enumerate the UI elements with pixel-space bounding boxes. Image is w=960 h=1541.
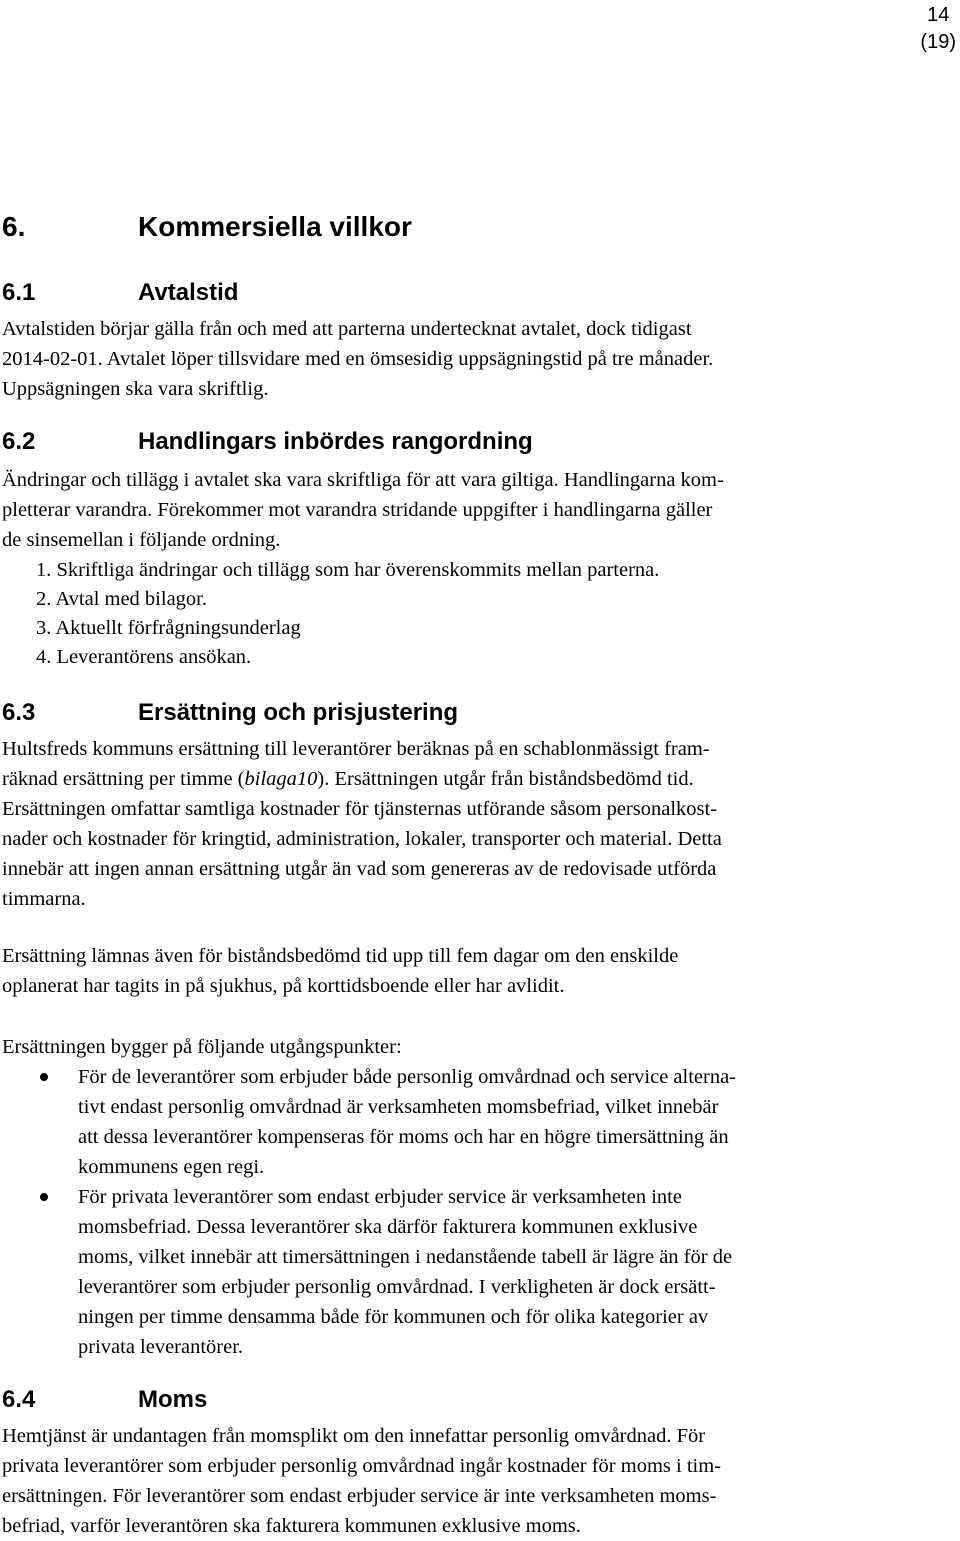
heading-title: Avtalstid — [138, 279, 239, 306]
page-number — [920, 2, 956, 56]
list-item: 4. Leverantörens ansökan. — [36, 646, 252, 668]
paragraph-rangordning — [2, 465, 724, 555]
text-line: nader och kostnader för kringtid, administration, lokaler, transporter och material. Detta — [2, 828, 722, 850]
text-line: Uppsägningen ska vara skriftlig. — [2, 378, 269, 400]
text-line: Hemtjänst är undantagen från momsplikt om den innefattar personlig omvårdnad. För — [2, 1425, 706, 1447]
paragraph-avtalstid — [2, 314, 713, 404]
text-line: kommunens egen regi. — [78, 1156, 265, 1178]
text-line: pletterar varandra. Förekommer mot varandra stridande uppgifter i handlingarna gäller — [2, 499, 713, 521]
heading-number: 6.1 — [2, 279, 36, 306]
text-line: Ersättningen omfattar samtliga kostnader för tjänsternas utförande såsom personalkost- — [2, 798, 718, 820]
heading-section-6-1 — [2, 279, 238, 307]
text-line: momsbefriad. Dessa leverantörer ska därför fakturera kommunen exklusive — [78, 1216, 698, 1238]
text-line: privata leverantörer. — [78, 1336, 244, 1358]
paragraph-franvaro — [2, 941, 678, 1001]
heading-title: Moms — [138, 1386, 208, 1413]
list-item — [78, 1062, 736, 1182]
text-line: räknad ersättning per timme (bilaga10). Ersättningen utgår från biståndsbedömd tid. — [2, 768, 694, 790]
text-line: timmarna. — [2, 888, 86, 910]
list-item: 1. Skriftliga ändringar och tillägg som har överenskommits mellan parterna. — [36, 559, 660, 581]
paragraph-utgangspunkter: Ersättningen bygger på följande utgångspunkter: — [2, 1036, 402, 1058]
page-number-total: (19) — [920, 31, 956, 53]
text-line: att dessa leverantörer kompenseras för moms och har en högre timersättning än — [78, 1126, 729, 1148]
heading-section-6-3 — [2, 699, 458, 727]
heading-number: 6.2 — [2, 428, 36, 455]
heading-number: 6.3 — [2, 699, 36, 726]
bullet-list — [0, 1062, 960, 1362]
text-line: befriad, varför leverantören ska fakturera kommunen exklusive moms. — [2, 1515, 581, 1537]
text-line: leverantörer som erbjuder personlig omvårdnad. I verkligheten är dock ersätt- — [78, 1276, 716, 1298]
text-line: Ersättning lämnas även för biståndsbedömd tid upp till fem dagar om den enskilde — [2, 945, 679, 967]
text-line: 2014-02-01. Avtalet löper tillsvidare med en ömsesidig uppsägningstid på tre månader. — [2, 348, 714, 370]
heading-number: 6.4 — [2, 1386, 36, 1413]
text-line: privata leverantörer som erbjuder personlig omvårdnad ingår kostnader för moms i tim- — [2, 1455, 721, 1477]
bullet-icon — [40, 1193, 48, 1201]
text-line: Avtalstiden börjar gälla från och med att parterna undertecknat avtalet, dock tidigast — [2, 318, 692, 340]
text-line: För privata leverantörer som endast erbjuder service är verksamheten inte — [78, 1186, 682, 1208]
text-line: ersättningen. För leverantörer som endast erbjuder service är inte verksamheten moms- — [2, 1485, 717, 1507]
text-line: Ändringar och tillägg i avtalet ska vara skriftliga för att vara giltiga. Handlingarna kom- — [2, 469, 724, 491]
list-item: 2. Avtal med bilagor. — [36, 588, 207, 610]
text-line: För de leverantörer som erbjuder både personlig omvårdnad och service alterna- — [78, 1066, 737, 1088]
bullet-icon — [40, 1073, 48, 1081]
text-line: moms, vilket innebär att timersättningen i nedanstående tabell är lägre än för de — [78, 1246, 733, 1268]
page-number-current: 14 — [927, 4, 950, 26]
heading-section-6-2 — [2, 428, 533, 456]
paragraph-ersattning — [2, 734, 722, 914]
heading-title: Ersättning och prisjustering — [138, 699, 459, 726]
text-line: tivt endast personlig omvårdnad är verksamheten momsbefriad, vilket innebär — [78, 1096, 719, 1118]
text-line: de sinsemellan i följande ordning. — [2, 529, 281, 551]
numbered-list — [0, 555, 960, 675]
attachment-reference: bilaga10 — [244, 768, 318, 790]
text-line: ningen per timme densamma både för kommunen och för olika kategorier av — [78, 1306, 709, 1328]
heading-number: 6. — [2, 211, 26, 242]
text-line: Hultsfreds kommuns ersättning till leverantörer beräknas på en schablonmässigt fram- — [2, 738, 710, 760]
text-line: oplanerat har tagits in på sjukhus, på korttidsboende eller har avlidit. — [2, 975, 565, 997]
heading-title: Handlingars inbördes rangordning — [138, 428, 533, 455]
paragraph-moms — [2, 1421, 721, 1541]
heading-section-6 — [2, 211, 412, 243]
list-item — [78, 1182, 732, 1362]
text-line: innebär att ingen annan ersättning utgår än vad som genereras av de redovisade utförda — [2, 858, 717, 880]
heading-title: Kommersiella villkor — [138, 211, 412, 242]
list-item: 3. Aktuellt förfrågningsunderlag — [36, 617, 301, 639]
heading-section-6-4 — [2, 1386, 207, 1414]
